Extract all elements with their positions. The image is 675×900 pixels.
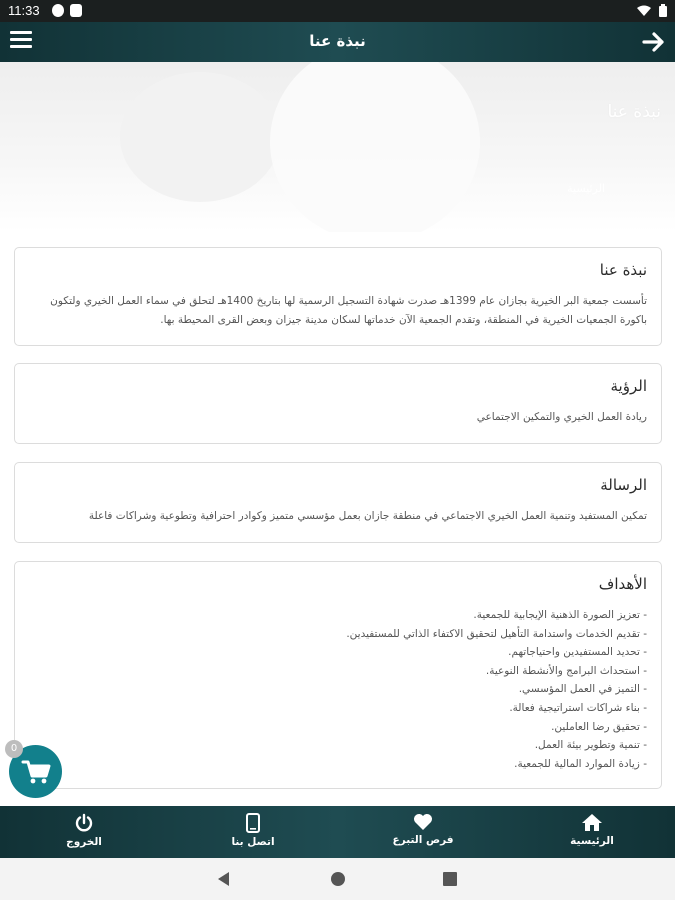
sim-card-icon bbox=[70, 4, 82, 17]
battery-icon bbox=[659, 4, 667, 17]
goal-item: - تنمية وتطوير بيئة العمل. bbox=[534, 739, 647, 752]
cart-count-badge: 0 bbox=[5, 740, 23, 758]
status-time: 11:33 bbox=[8, 3, 40, 18]
system-nav-bar bbox=[0, 858, 675, 900]
mobile-phone-icon bbox=[246, 813, 260, 833]
app-bar bbox=[0, 22, 675, 62]
goals-list bbox=[29, 606, 647, 773]
hero-background-shape bbox=[120, 72, 280, 202]
nav-donate[interactable] bbox=[368, 806, 478, 858]
notification-icons bbox=[52, 4, 82, 17]
goal-item: - تحديد المستفيدين واحتياجاتهم. bbox=[508, 646, 647, 659]
about-title: نبذة عنا bbox=[599, 261, 647, 279]
goal-item: - تقديم الخدمات واستدامة التأهيل لتحقيق الاكتفاء الذاتي للمستفيدين. bbox=[346, 627, 647, 640]
mission-text: تمكين المستفيد وتنمية العمل الخيري الاجتماعي في منطقة جازان بعمل مؤسسي متميز وكوادر احترافية وتطوعية وشراكات فاعلة bbox=[88, 510, 647, 522]
vision-text: ريادة العمل الخيري والتمكين الاجتماعي bbox=[476, 411, 647, 423]
goal-item: - زيادة الموارد المالية للجمعية. bbox=[514, 757, 647, 770]
app-notification-icon bbox=[52, 4, 64, 17]
hero-banner bbox=[0, 62, 675, 232]
nav-home[interactable] bbox=[537, 806, 647, 858]
vision-card bbox=[14, 363, 662, 444]
mission-card bbox=[14, 462, 662, 543]
hero-background-shape bbox=[270, 62, 480, 232]
mission-title: الرسالة bbox=[600, 476, 647, 494]
home-circle-icon[interactable] bbox=[330, 871, 346, 887]
hero-title: نبذة عنا bbox=[607, 102, 661, 122]
nav-contact[interactable] bbox=[198, 806, 308, 858]
nav-logout[interactable] bbox=[29, 806, 139, 858]
nav-donate-label: فرص التبرع bbox=[392, 834, 454, 846]
arrow-right-icon[interactable] bbox=[641, 29, 667, 55]
page-title: نبذة عنا bbox=[309, 32, 366, 50]
wifi-icon bbox=[637, 5, 651, 17]
cart-button[interactable] bbox=[9, 745, 62, 798]
goal-item: - تحقيق رضا العاملين. bbox=[551, 720, 647, 733]
status-bar bbox=[0, 0, 675, 22]
nav-home-label: الرئيسية bbox=[570, 835, 614, 847]
goal-item: - التميز في العمل المؤسسي. bbox=[518, 683, 647, 696]
nav-contact-label: اتصل بنا bbox=[231, 836, 275, 848]
nav-logout-label: الخروج bbox=[66, 836, 102, 848]
back-triangle-icon[interactable] bbox=[216, 871, 232, 887]
power-icon bbox=[74, 813, 94, 833]
goals-card bbox=[14, 561, 662, 789]
about-card bbox=[14, 247, 662, 346]
bottom-nav bbox=[0, 806, 675, 858]
heart-icon bbox=[413, 813, 433, 831]
recents-square-icon[interactable] bbox=[443, 872, 457, 886]
system-status-icons bbox=[637, 4, 667, 17]
goals-title: الأهداف bbox=[598, 575, 647, 593]
breadcrumb[interactable]: الرئيسية bbox=[567, 182, 605, 195]
home-icon bbox=[581, 813, 603, 832]
about-text: تأسست جمعية البر الخيرية بجازان عام 1399هـ صدرت شهادة التسجيل الرسمية لها بتاريخ 1400هـ لتحلق في سماء العمل الخيري ولتكون باكورة الجمعيات الخيرية في المنطقة، وتقدم الجمعية الآن خدماتها لسكان مدينة جيزان وبعض القرى المحيطة بها. bbox=[50, 295, 647, 326]
goal-item: - تعزيز الصورة الذهنية الإيجابية للجمعية. bbox=[473, 609, 647, 621]
goal-item: - استحداث البرامج والأنشطة النوعية. bbox=[485, 664, 647, 677]
goal-item: - بناء شراكات استراتيجية فعالة. bbox=[509, 701, 647, 714]
vision-title: الرؤية bbox=[610, 377, 647, 395]
